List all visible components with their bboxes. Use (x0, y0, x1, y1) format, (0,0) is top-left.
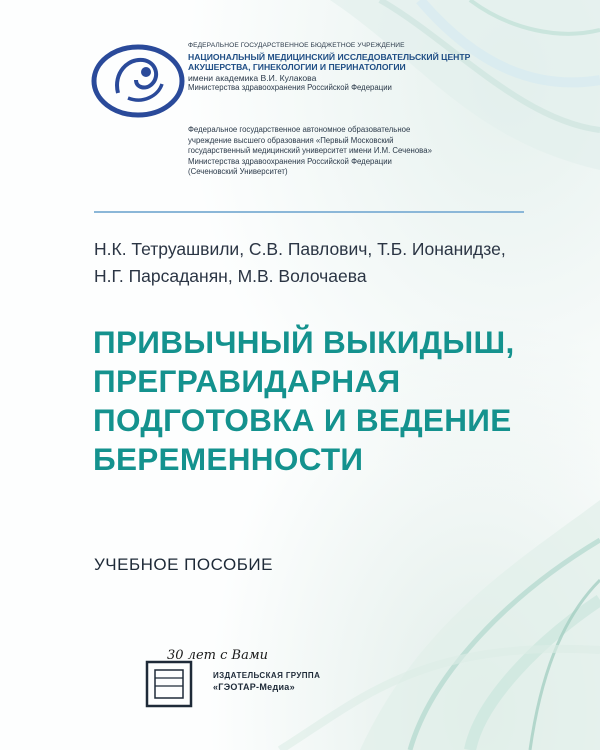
book-title-line2: ПРЕГРАВИДАРНАЯ (93, 363, 401, 399)
institution-secondary-line3: государственный медицинский университет имени И.М. Сеченова» (188, 146, 432, 156)
authors (94, 236, 554, 290)
publisher-block (145, 648, 365, 708)
institution-primary-line2: НАЦИОНАЛЬНЫЙ МЕДИЦИНСКИЙ ИССЛЕДОВАТЕЛЬСКИЙ ЦЕНТР (188, 51, 471, 62)
book-title-line4: БЕРЕМЕННОСТИ (93, 441, 364, 477)
institution-secondary-line4: Министерства здравоохранения Российской Федерации (188, 156, 392, 166)
institution-primary-line4: имени академика В.И. Кулакова (188, 72, 317, 83)
institution-primary-line5: Министерства здравоохранения Российской Федерации (188, 83, 392, 93)
institution-primary-line1: ФЕДЕРАЛЬНОЕ ГОСУДАРСТВЕННОЕ БЮДЖЕТНОЕ УЧРЕЖДЕНИЕ (188, 42, 405, 49)
institution-primary-line3: АКУШЕРСТВА, ГИНЕКОЛОГИИ И ПЕРИНАТОЛОГИИ (188, 62, 406, 73)
institution-secondary (188, 125, 578, 178)
institution-primary (188, 41, 588, 94)
institution-secondary-line5: (Сеченовский Университет) (188, 167, 288, 177)
institution-logo (88, 38, 198, 128)
institution-secondary-line1: Федеральное государственное автономное образовательное (188, 125, 411, 134)
institution-secondary-line2: учреждение высшего образования «Первый Московский (188, 135, 394, 145)
publisher-line2: «ГЭОТАР-Медиа» (213, 682, 295, 692)
publisher-slogan: 30 лет с Вами (167, 648, 268, 663)
authors-line2: Н.Г. Парсаданян, М.В. Волочаева (94, 266, 367, 286)
header-divider (94, 211, 524, 213)
book-title (93, 323, 563, 479)
book-title-line1: ПРИВЫЧНЫЙ ВЫКИДЫШ, (93, 324, 515, 360)
book-subtitle: УЧЕБНОЕ ПОСОБИЕ (94, 555, 273, 574)
publisher-line1: ИЗДАТЕЛЬСКАЯ ГРУППА (213, 671, 321, 680)
book-title-line3: ПОДГОТОВКА И ВЕДЕНИЕ (93, 402, 512, 438)
authors-line1: Н.К. Тетруашвили, С.В. Павлович, Т.Б. Ионанидзе, (94, 239, 506, 259)
